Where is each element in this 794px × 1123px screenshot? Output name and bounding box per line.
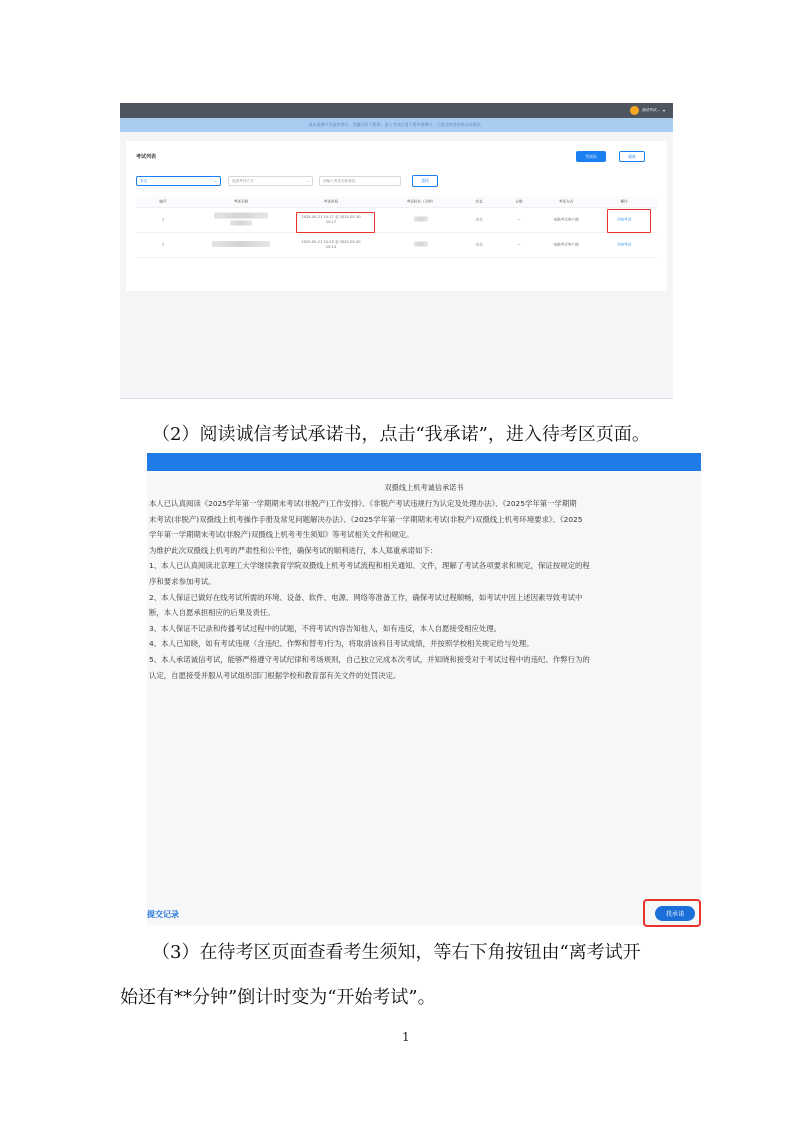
column-header: 考试名称 — [233, 199, 249, 203]
pledge-line: 4、本人已知晓，如有考试违规（含违纪、作弊和替考)行为，将取消该科目考试成绩，并按照学校相关规定给与处理。 — [149, 639, 534, 649]
pledge-line: 学年第一学期期末考试(非脱产)双摄线上机考考生须知》等考试相关文件和规定。 — [149, 530, 414, 540]
score-text: — — [517, 242, 521, 247]
caption-step-3: （3）在待考区页面查看考生须知，等右下角按钮由“离考试开 — [152, 942, 641, 963]
exam-list-card — [126, 141, 667, 291]
status-text: 未交 — [475, 217, 483, 222]
highlight-box-exam-time — [296, 212, 375, 233]
start-exam-link[interactable]: 开始考试 — [616, 242, 632, 247]
highlight-box-start-exam — [607, 209, 651, 233]
column-header: 操作 — [620, 199, 628, 203]
query-button[interactable]: 查找 — [412, 175, 438, 187]
table-row — [136, 233, 657, 258]
pledge-title: 双摄线上机考诚信承诺书 — [384, 483, 464, 492]
pledge-line: 序和要求参加考试。 — [149, 576, 216, 586]
pledge-line: 2、本人保证已做好在线考试所需的环境、设备、软件、电源、网络等准备工作，确保考试过程顺畅，如考试中因上述因素导致考试中 — [149, 592, 583, 602]
refresh-button[interactable]: 刷新 — [619, 151, 645, 162]
status-select-value: 未交 — [140, 178, 148, 183]
column-header: 编号 — [159, 199, 167, 203]
user-menu[interactable] — [630, 106, 665, 115]
pledge-line: 为维护此次双摄线上机考的严肃性和公平性，确保考试的顺利进行，本人郑重承诺如下： — [149, 545, 438, 555]
duration-redacted — [414, 242, 428, 249]
start-exam-link[interactable]: 开始考试 — [616, 217, 632, 222]
page-number: 1 — [402, 1030, 410, 1044]
chevron-down-icon: ⌄ — [305, 179, 309, 183]
avatar — [630, 106, 639, 115]
pledge-body — [149, 496, 695, 683]
row-number: 1 — [161, 217, 165, 222]
exam-time-end: 15:17 — [325, 220, 337, 224]
column-header: 分数 — [515, 199, 523, 203]
exam-table — [136, 196, 657, 258]
highlight-box-promise — [643, 899, 701, 927]
duration-redacted — [414, 217, 428, 224]
status-text: 未交 — [475, 242, 483, 247]
column-header: 状态 — [475, 199, 483, 203]
table-row — [136, 208, 657, 233]
method-select[interactable] — [228, 176, 313, 186]
pledge-line: 5、本人承诺诚信考试，能够严格遵守考试纪律和考场规则，自己独立完成本次考试，并知晓和接受对于考试过程中的违纪、作弊行为的 — [149, 654, 590, 664]
exam-name-redacted — [212, 241, 270, 249]
score-text: — — [517, 217, 521, 222]
pledge-screenshot — [147, 453, 701, 925]
top-bar — [120, 103, 673, 118]
pledge-line: 末考试(非脱产)双摄线上机考操作手册及常见问题解决办法》、《2025学年第一学期期末考试(非脱产)双摄线上机考环境要求》、《2025 — [149, 514, 583, 524]
exam-method: 电脑考试客户端 — [553, 242, 579, 247]
page-title: 考试列表 — [136, 154, 157, 160]
table-header — [136, 196, 657, 208]
exam-code-button[interactable]: 考试码 — [576, 151, 606, 162]
search-input[interactable] — [319, 176, 401, 186]
row-number: 2 — [161, 242, 165, 247]
exam-time-start: 2025-05-21 15:13 至 2025-05-30 — [301, 240, 361, 244]
caption-step-3-continued: 始还有**分钟”倒计时变为“开始考试”。 — [120, 987, 436, 1008]
pledge-line: 本人已认真阅读《2025学年第一学期期末考试(非脱产)工作安排》、《非脱产考试违规行为认定及处理办法》、《2025学年第一学期期 — [149, 499, 577, 508]
column-header: 考试方式 — [558, 199, 574, 203]
pledge-line: 1、本人已认真阅读北京理工大学继续教育学院双摄线上机考考试流程和相关通知、文件，理解了考试各项要求和规定，保证按规定的程 — [149, 561, 590, 571]
caption-step-2: （2）阅读诚信考试承诺书，点击“我承诺”，进入待考区页面。 — [152, 424, 650, 445]
promise-button[interactable]: 我承诺 — [655, 906, 695, 921]
chevron-down-icon: ⌄ — [213, 179, 217, 183]
column-header: 考试时间 — [323, 199, 339, 203]
exam-name-redacted — [214, 213, 268, 228]
pledge-line: 3、本人保证不记录和传播考试过程中的试题，不将考试内容告知他人，如有违反，本人自愿接受相应处理。 — [149, 623, 502, 633]
exam-list-screenshot — [120, 103, 673, 399]
submit-record-link[interactable]: 提交记录 — [147, 910, 179, 919]
column-header: 考试时长（分钟） — [406, 199, 436, 203]
notice-banner: 退出或离开页面作答后，答题计时不暂停，进入考试后请不要中途离开，已提交的答卷将自动保存。 — [120, 118, 673, 132]
exam-method: 电脑考试客户端 — [553, 217, 579, 222]
pledge-line: 认定，自愿接受并服从考试组织部门根据学校和教育部有关文件的处罚决定。 — [149, 670, 401, 680]
top-bar — [147, 453, 701, 471]
exam-time-end: 15:13 — [325, 245, 337, 249]
exam-time — [301, 240, 360, 250]
user-name: 测试考试... — [642, 108, 660, 112]
status-select[interactable] — [136, 176, 221, 186]
pledge-line: 断，本人自愿承担相应的后果及责任。 — [149, 608, 275, 618]
search-placeholder: 请输入考试名称查找 — [323, 178, 356, 183]
chevron-down-icon: ▾ — [662, 108, 665, 113]
exam-time-start: 2025-05-21 15:17 至 2025-05-30 — [301, 215, 361, 219]
method-select-value: 选择考试方式 — [232, 178, 254, 183]
